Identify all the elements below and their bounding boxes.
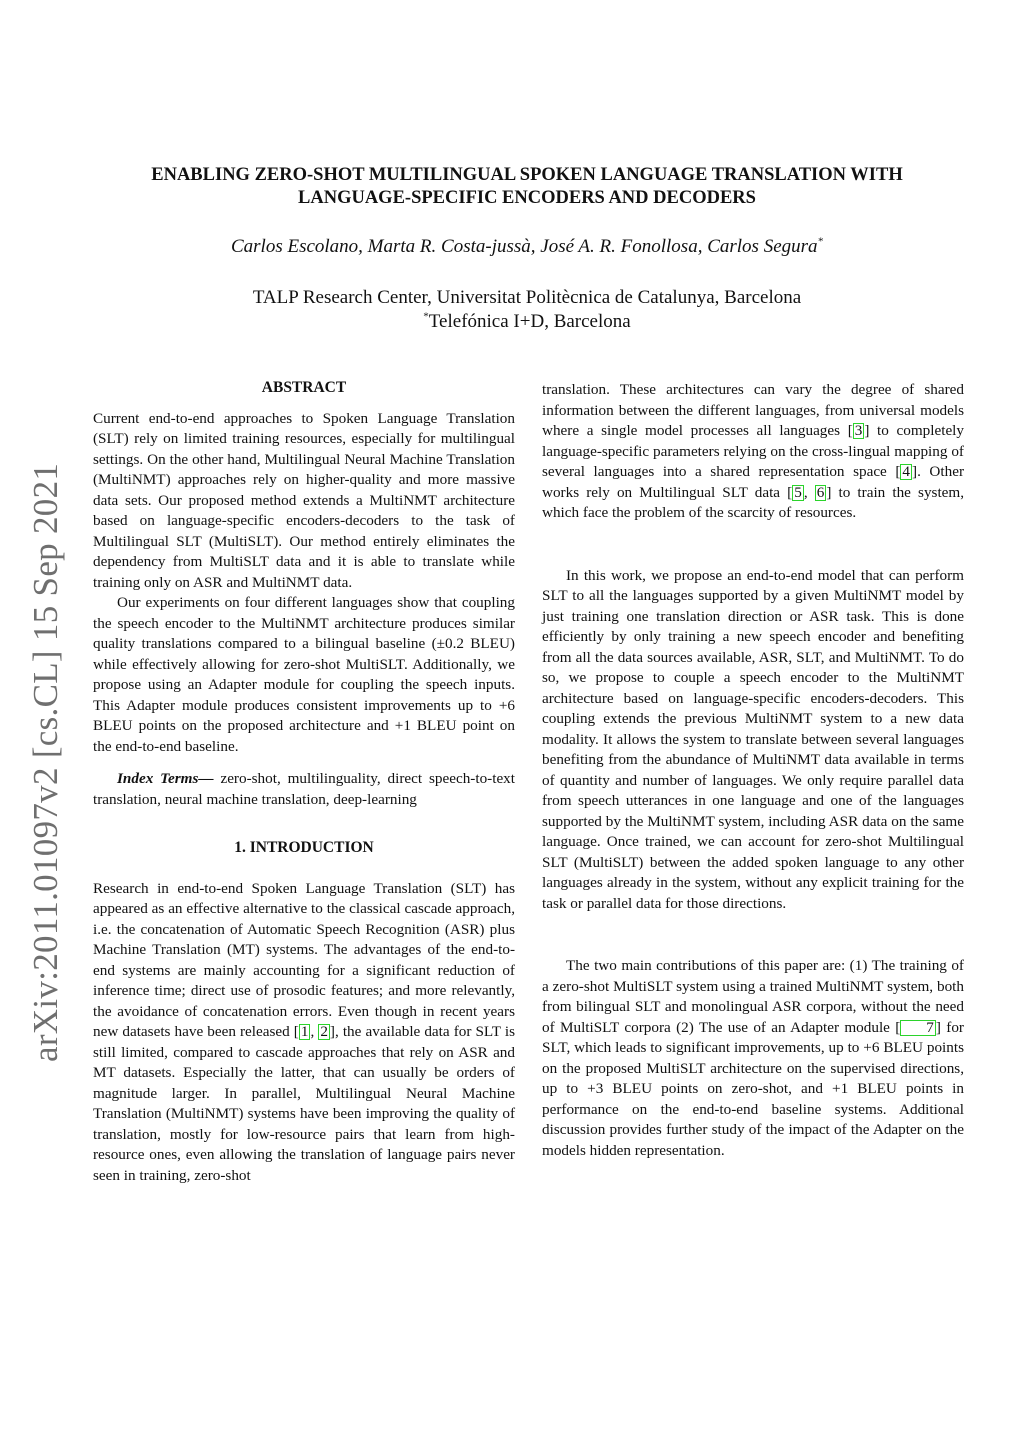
affiliations xyxy=(90,286,964,334)
citation-separator-1: , xyxy=(310,1023,319,1040)
citation-separator-2: , xyxy=(803,483,815,501)
intro-paragraph-2 xyxy=(542,380,964,524)
intro-paragraph-4 xyxy=(542,956,964,1161)
citation-link-4[interactable]: 4 xyxy=(902,463,911,480)
intro-p2-part-d: ] to train the system, which face the problem of the scarcity of resources. xyxy=(542,483,965,521)
intro-p1-part-a: Research in end-to-end Spoken Language Translation (SLT) has appeared as an effective alternative to the classical cascade approach, i.e. the concatenation of Automatic Speech Recognition (ASR) plus Machine Translation (MT) systems. The advantages of the end-to-end systems are mainly accounting for a significant reduction of inference time; direct use of prosodic features; and more relevantly, the avoidance of concatenation errors. Even though in recent years new datasets have been released [ xyxy=(93,879,515,1040)
index-terms-text: zero-shot, multilinguality, direct speech-to-text translation, neural machine translation, deep-learning xyxy=(93,770,515,808)
index-terms-label: Index Terms— xyxy=(117,770,214,787)
citation-link-1[interactable]: 1 xyxy=(300,1023,309,1040)
citation-link-3[interactable]: 3 xyxy=(854,422,863,439)
affiliation-2-line xyxy=(90,310,964,334)
affiliation-2-mark: * xyxy=(423,310,429,323)
intro-paragraph-3: In this work, we propose an end-to-end model that can perform SLT to all the languages supported by a given MultiNMT model by just training one translation direction or ASR task. This is done efficiently by only training a new speech encoder and benefiting from all the data sources available, ASR, SLT, and MultiNMT. To do so, we propose to couple a speech encoder to the MultiNMT architecture based on language-specific encoders-decoders. This coupling extends the previous MultiNMT system to a new data modality. It allows the system to translate between several languages benefiting from the abundance of MultiNMT data available in terms of quantity and number of languages. We only require parallel data from speech utterances in one language and one of the languages supported by the MultiNMT system, including ASR data on the same language. Once trained, we can account for zero-shot Multilingual SLT (MultiSLT) between the added spoken language to any other languages already in the system, without any explicit training for the task or parallel data for those directions. xyxy=(542,566,964,912)
affiliation-2: Telefónica I+D, Barcelona xyxy=(428,311,631,332)
intro-p2-part-c: ]. Other works rely on Multilingual SLT data [ xyxy=(542,463,965,501)
title-line-2: LANGUAGE-SPECIFIC ENCODERS AND DECODERS xyxy=(298,188,756,208)
paper-title xyxy=(90,164,964,210)
index-terms xyxy=(93,769,515,810)
intro-p1-part-b: ], the available data for SLT is still limited, compared to cascade approaches that rely on ASR and MT datasets. Especially the latter, that can usually be orders of magnitude larger. In parallel, Multilingual Neural Machine Translation (MultiNMT) systems have been improving the quality of translation, mostly for low-resource pairs that learn from high-resource ones, even allowing the translation of language pairs never seen in training, zero-shot xyxy=(93,1023,516,1184)
arxiv-identifier: arXiv:2011.01097v2 [cs.CL] 15 Sep 2021 xyxy=(26,462,65,1062)
intro-p2-part-a: translation. These architectures can vary the degree of shared information between the different languages, from universal models where a single model processes all languages [ xyxy=(542,381,964,439)
intro-p4-part-b: ] for SLT, which leads to significant improvements, up to +6 BLEU points on the proposed MultiSLT architecture on the supervised directions, up to +3 BLEU points on zero-shot, and +1 BLEU points in performance on the end-to-end baseline systems. Additional discussion provides further study of the impact of the Adapter on the models hidden representation. xyxy=(542,1018,964,1159)
author-affiliation-mark: * xyxy=(817,235,824,248)
intro-p4-part-a: The two main contributions of this paper are: (1) The training of a zero-shot MultiSLT system using a trained MultiNMT system, both from bilingual SLT and monolingual ASR corpora, without the need of MultiSLT corpora (2) The use of an Adapter module [ xyxy=(542,957,964,1036)
affiliation-1: TALP Research Center, Universitat Politècnica de Catalunya, Barcelona xyxy=(252,287,802,308)
introduction-heading: 1. INTRODUCTION xyxy=(234,839,374,856)
citation-link-5[interactable]: 5 xyxy=(794,483,802,501)
citation-link-7[interactable]: 7 xyxy=(900,1020,936,1036)
author-list xyxy=(90,236,964,258)
intro-p2-part-b: ] to completely language-specific parameters relying on the cross-lingual mapping of several languages into a shared representation space [ xyxy=(542,422,964,480)
intro-paragraph-1 xyxy=(93,879,515,1187)
title-line-1: ENABLING ZERO-SHOT MULTILINGUAL SPOKEN LANGUAGE TRANSLATION WITH xyxy=(151,165,903,185)
right-column xyxy=(542,380,964,1161)
citation-link-6[interactable]: 6 xyxy=(816,483,825,501)
authors-text: Carlos Escolano, Marta R. Costa-jussà, José A. R. Fonollosa, Carlos Segura xyxy=(230,236,818,257)
citation-link-2[interactable]: 2 xyxy=(320,1023,328,1040)
left-column xyxy=(93,378,515,1186)
abstract-paragraph-1: Current end-to-end approaches to Spoken Language Translation (SLT) rely on limited training resources, especially for multilingual settings. On the other hand, Multilingual Neural Machine Translation (MultiNMT) approaches rely on higher-quality and more massive data sets. Our proposed method extends a MultiNMT architecture based on language-specific encoders-decoders to the task of Multilingual SLT (MultiSLT). Our method entirely eliminates the dependency from MultiSLT data and it is able to translate while training only on ASR and MultiNMT data. xyxy=(93,409,515,591)
abstract-heading: ABSTRACT xyxy=(261,379,347,396)
abstract-paragraph-2: Our experiments on four different languages show that coupling the speech encoder to the MultiNMT architecture produces similar quality translations compared to a bilingual baseline (±0.2 BLEU) while effectively allowing for zero-shot MultiSLT. Additionally, we propose using an Adapter module for coupling the speech inputs. This Adapter module produces consistent improvements up to +6 BLEU points on the proposed architecture and +1 BLEU point on the end-to-end baseline. xyxy=(93,594,515,755)
